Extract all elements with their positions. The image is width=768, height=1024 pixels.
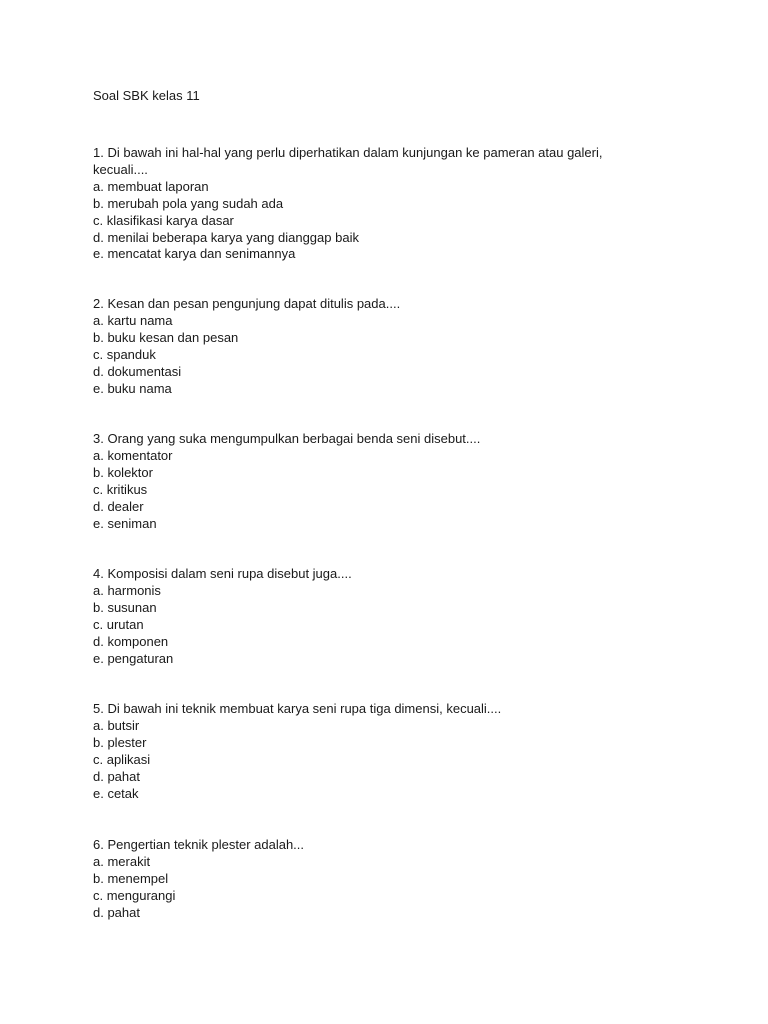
answer-option-e: e. seniman: [93, 515, 157, 531]
question-text: 2. Kesan dan pesan pengunjung dapat ditulis pada....: [93, 296, 401, 311]
answer-option-e: e. buku nama: [93, 380, 172, 396]
answer-option-c: c. kritikus: [93, 481, 148, 497]
answer-option-c: c. urutan: [93, 616, 144, 632]
answer-option-a: a. butsir: [93, 717, 140, 733]
answer-option-b: b. merubah pola yang sudah ada: [93, 195, 284, 211]
question-text: 6. Pengertian teknik plester adalah...: [93, 837, 305, 852]
answer-option-b: b. susunan: [93, 599, 157, 615]
question-text: 1. Di bawah ini hal-hal yang perlu diperhatikan dalam kunjungan ke pameran atau galeri, kecuali....: [93, 145, 607, 177]
answer-option-c: c. aplikasi: [93, 751, 151, 767]
answer-options: [93, 448, 653, 533]
question-2: [93, 296, 653, 397]
question-3: [93, 431, 653, 532]
answer-options: [93, 718, 653, 803]
question-5: [93, 701, 653, 802]
answer-options: [93, 313, 653, 398]
answer-option-c: c. klasifikasi karya dasar: [93, 212, 234, 228]
answer-option-c: c. spanduk: [93, 346, 156, 362]
answer-options: [93, 583, 653, 668]
answer-options: [93, 854, 653, 922]
answer-option-e: e. cetak: [93, 785, 139, 801]
answer-option-a: a. membuat laporan: [93, 178, 209, 194]
answer-option-e: e. mencatat karya dan senimannya: [93, 246, 296, 262]
answer-options: [93, 179, 653, 264]
answer-option-a: a. komentator: [93, 447, 173, 463]
answer-option-a: a. kartu nama: [93, 312, 173, 328]
answer-option-b: b. kolektor: [93, 464, 153, 480]
answer-option-d: d. komponen: [93, 633, 169, 649]
document-title: Soal SBK kelas 11: [93, 88, 200, 103]
answer-option-c: c. mengurangi: [93, 887, 176, 903]
question-4: [93, 566, 653, 667]
question-text: 4. Komposisi dalam seni rupa disebut juga....: [93, 566, 352, 581]
answer-option-a: a. harmonis: [93, 582, 161, 598]
answer-option-e: e. pengaturan: [93, 650, 174, 666]
answer-option-a: a. merakit: [93, 853, 151, 869]
question-text: 3. Orang yang suka mengumpulkan berbagai benda seni disebut....: [93, 431, 481, 446]
question-text: 5. Di bawah ini teknik membuat karya seni rupa tiga dimensi, kecuali....: [93, 701, 502, 716]
answer-option-d: d. menilai beberapa karya yang dianggap baik: [93, 229, 359, 245]
answer-option-b: b. menempel: [93, 870, 169, 886]
answer-option-d: d. dealer: [93, 498, 144, 514]
question-1: [93, 145, 653, 263]
answer-option-b: b. buku kesan dan pesan: [93, 329, 239, 345]
answer-option-d: d. dokumentasi: [93, 363, 182, 379]
question-6: [93, 837, 653, 922]
answer-option-b: b. plester: [93, 734, 147, 750]
answer-option-d: d. pahat: [93, 768, 140, 784]
answer-option-d: d. pahat: [93, 904, 140, 920]
